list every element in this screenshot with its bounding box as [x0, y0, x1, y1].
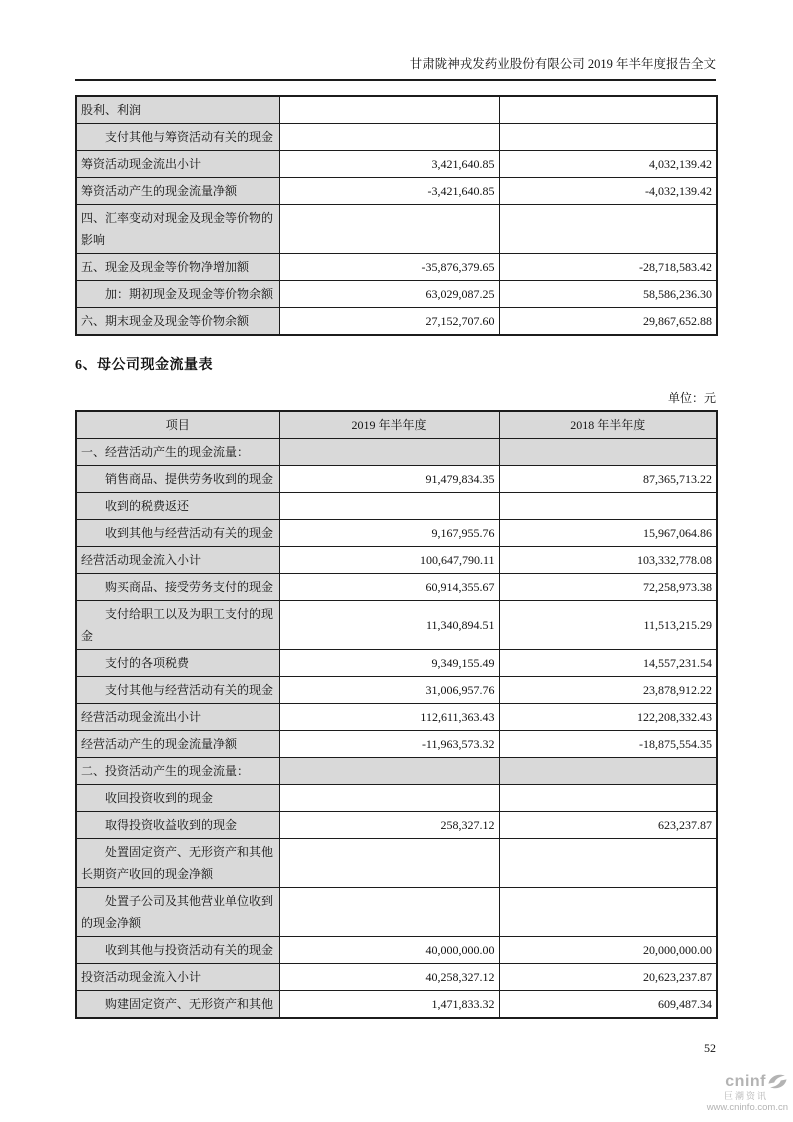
- value-2019: 91,479,834.35: [279, 466, 499, 493]
- table-row: [76, 704, 717, 731]
- value-2018: 15,967,064.86: [499, 520, 717, 547]
- parent-company-cash-flow-table: [75, 410, 718, 1019]
- row-label: 一、经营活动产生的现金流量：: [76, 439, 279, 466]
- row-label: 收到的税费返还: [76, 493, 279, 520]
- value-2019: [279, 205, 499, 254]
- table-row: [76, 151, 717, 178]
- page-number: 52: [704, 1041, 716, 1055]
- value-2019: 100,647,790.11: [279, 547, 499, 574]
- value-2019: 40,258,327.12: [279, 964, 499, 991]
- value-2019: [279, 439, 499, 466]
- value-2019: [279, 493, 499, 520]
- value-2018: 623,237.87: [499, 812, 717, 839]
- value-2019: [279, 758, 499, 785]
- value-2019: 31,006,957.76: [279, 677, 499, 704]
- row-label: 筹资活动现金流出小计: [76, 151, 279, 178]
- table-row: [76, 124, 717, 151]
- value-2018: 20,000,000.00: [499, 937, 717, 964]
- value-2018: 14,557,231.54: [499, 650, 717, 677]
- value-2019: 40,000,000.00: [279, 937, 499, 964]
- value-2018: [499, 439, 717, 466]
- column-header-item: 项目: [76, 411, 279, 439]
- column-header-2018: 2018 年半年度: [499, 411, 717, 439]
- table2-body: [76, 439, 717, 1019]
- row-label: 经营活动现金流出小计: [76, 704, 279, 731]
- table-row: [76, 178, 717, 205]
- row-label: 加：期初现金及现金等价物余额: [76, 281, 279, 308]
- value-2019: [279, 785, 499, 812]
- section-heading: 6、母公司现金流量表: [75, 358, 213, 373]
- cninfo-logo: [702, 1072, 788, 1113]
- table-row: [76, 96, 717, 124]
- table-row: [76, 991, 717, 1019]
- value-2018: [499, 205, 717, 254]
- row-label: 五、现金及现金等价物净增加额: [76, 254, 279, 281]
- row-label: 处置固定资产、无形资产和其他长期资产收回的现金净额: [76, 839, 279, 888]
- row-label: 二、投资活动产生的现金流量：: [76, 758, 279, 785]
- cninfo-url: www.cninfo.com.cn: [706, 1101, 788, 1113]
- value-2018: -18,875,554.35: [499, 731, 717, 758]
- row-label: 收到其他与经营活动有关的现金: [76, 520, 279, 547]
- table-row: [76, 439, 717, 466]
- table-row: [76, 888, 717, 937]
- value-2018: [499, 493, 717, 520]
- table-row: [76, 574, 717, 601]
- value-2018: 23,878,912.22: [499, 677, 717, 704]
- value-2019: -11,963,573.32: [279, 731, 499, 758]
- value-2019: [279, 96, 499, 124]
- table-row: [76, 839, 717, 888]
- table-row: [76, 937, 717, 964]
- row-label: 经营活动现金流入小计: [76, 547, 279, 574]
- row-label: 收到其他与投资活动有关的现金: [76, 937, 279, 964]
- table-row: [76, 493, 717, 520]
- value-2018: 122,208,332.43: [499, 704, 717, 731]
- value-2019: 1,471,833.32: [279, 991, 499, 1019]
- cninfo-chinese-name: 巨潮资讯: [723, 1091, 768, 1101]
- value-2018: 103,332,778.08: [499, 547, 717, 574]
- row-label: 股利、利润: [76, 96, 279, 124]
- value-2018: 87,365,713.22: [499, 466, 717, 493]
- value-2018: -28,718,583.42: [499, 254, 717, 281]
- column-header-2019: 2019 年半年度: [279, 411, 499, 439]
- value-2018: 11,513,215.29: [499, 601, 717, 650]
- value-2018: 58,586,236.30: [499, 281, 717, 308]
- value-2018: [499, 785, 717, 812]
- row-label: 购买商品、接受劳务支付的现金: [76, 574, 279, 601]
- value-2018: [499, 839, 717, 888]
- value-2018: 29,867,652.88: [499, 308, 717, 336]
- value-2019: 11,340,894.51: [279, 601, 499, 650]
- value-2018: [499, 96, 717, 124]
- value-2018: [499, 124, 717, 151]
- table-row: [76, 308, 717, 336]
- value-2018: 72,258,973.38: [499, 574, 717, 601]
- row-label: 支付的各项税费: [76, 650, 279, 677]
- table-row: [76, 785, 717, 812]
- row-label: 投资活动现金流入小计: [76, 964, 279, 991]
- value-2019: 60,914,355.67: [279, 574, 499, 601]
- value-2019: 258,327.12: [279, 812, 499, 839]
- cninfo-logo-text: cninf: [725, 1072, 766, 1090]
- value-2019: [279, 839, 499, 888]
- value-2018: [499, 888, 717, 937]
- value-2018: 20,623,237.87: [499, 964, 717, 991]
- value-2019: [279, 124, 499, 151]
- value-2019: 112,611,363.43: [279, 704, 499, 731]
- value-2018: 609,487.34: [499, 991, 717, 1019]
- row-label: 销售商品、提供劳务收到的现金: [76, 466, 279, 493]
- table-row: [76, 254, 717, 281]
- table-row: [76, 520, 717, 547]
- table-row: [76, 650, 717, 677]
- cninfo-swirl-icon: [767, 1072, 788, 1091]
- value-2018: -4,032,139.42: [499, 178, 717, 205]
- table-header-row: [76, 411, 717, 439]
- table-row: [76, 812, 717, 839]
- row-label: 取得投资收益收到的现金: [76, 812, 279, 839]
- row-label: 四、汇率变动对现金及现金等价物的影响: [76, 205, 279, 254]
- value-2019: 63,029,087.25: [279, 281, 499, 308]
- table-row: [76, 281, 717, 308]
- cash-flow-table-continued: [75, 95, 718, 336]
- value-2019: 27,152,707.60: [279, 308, 499, 336]
- table-row: [76, 677, 717, 704]
- value-2019: 9,349,155.49: [279, 650, 499, 677]
- row-label: 支付给职工以及为职工支付的现金: [76, 601, 279, 650]
- table-row: [76, 731, 717, 758]
- table-row: [76, 758, 717, 785]
- row-label: 处置子公司及其他营业单位收到的现金净额: [76, 888, 279, 937]
- value-2019: -3,421,640.85: [279, 178, 499, 205]
- value-2019: 3,421,640.85: [279, 151, 499, 178]
- table-row: [76, 205, 717, 254]
- row-label: 六、期末现金及现金等价物余额: [76, 308, 279, 336]
- unit-label: 单位：元: [667, 391, 716, 405]
- table-row: [76, 964, 717, 991]
- row-label: 收回投资收到的现金: [76, 785, 279, 812]
- value-2018: 4,032,139.42: [499, 151, 717, 178]
- value-2018: [499, 758, 717, 785]
- value-2019: 9,167,955.76: [279, 520, 499, 547]
- row-label: 支付其他与筹资活动有关的现金: [76, 124, 279, 151]
- table-row: [76, 466, 717, 493]
- page-header-title: 甘肃陇神戎发药业股份有限公司 2019 年半年度报告全文: [75, 56, 716, 81]
- value-2019: [279, 888, 499, 937]
- row-label: 经营活动产生的现金流量净额: [76, 731, 279, 758]
- table1-body: [76, 96, 717, 335]
- value-2019: -35,876,379.65: [279, 254, 499, 281]
- table-row: [76, 601, 717, 650]
- table-row: [76, 547, 717, 574]
- row-label: 筹资活动产生的现金流量净额: [76, 178, 279, 205]
- row-label: 购建固定资产、无形资产和其他: [76, 991, 279, 1019]
- row-label: 支付其他与经营活动有关的现金: [76, 677, 279, 704]
